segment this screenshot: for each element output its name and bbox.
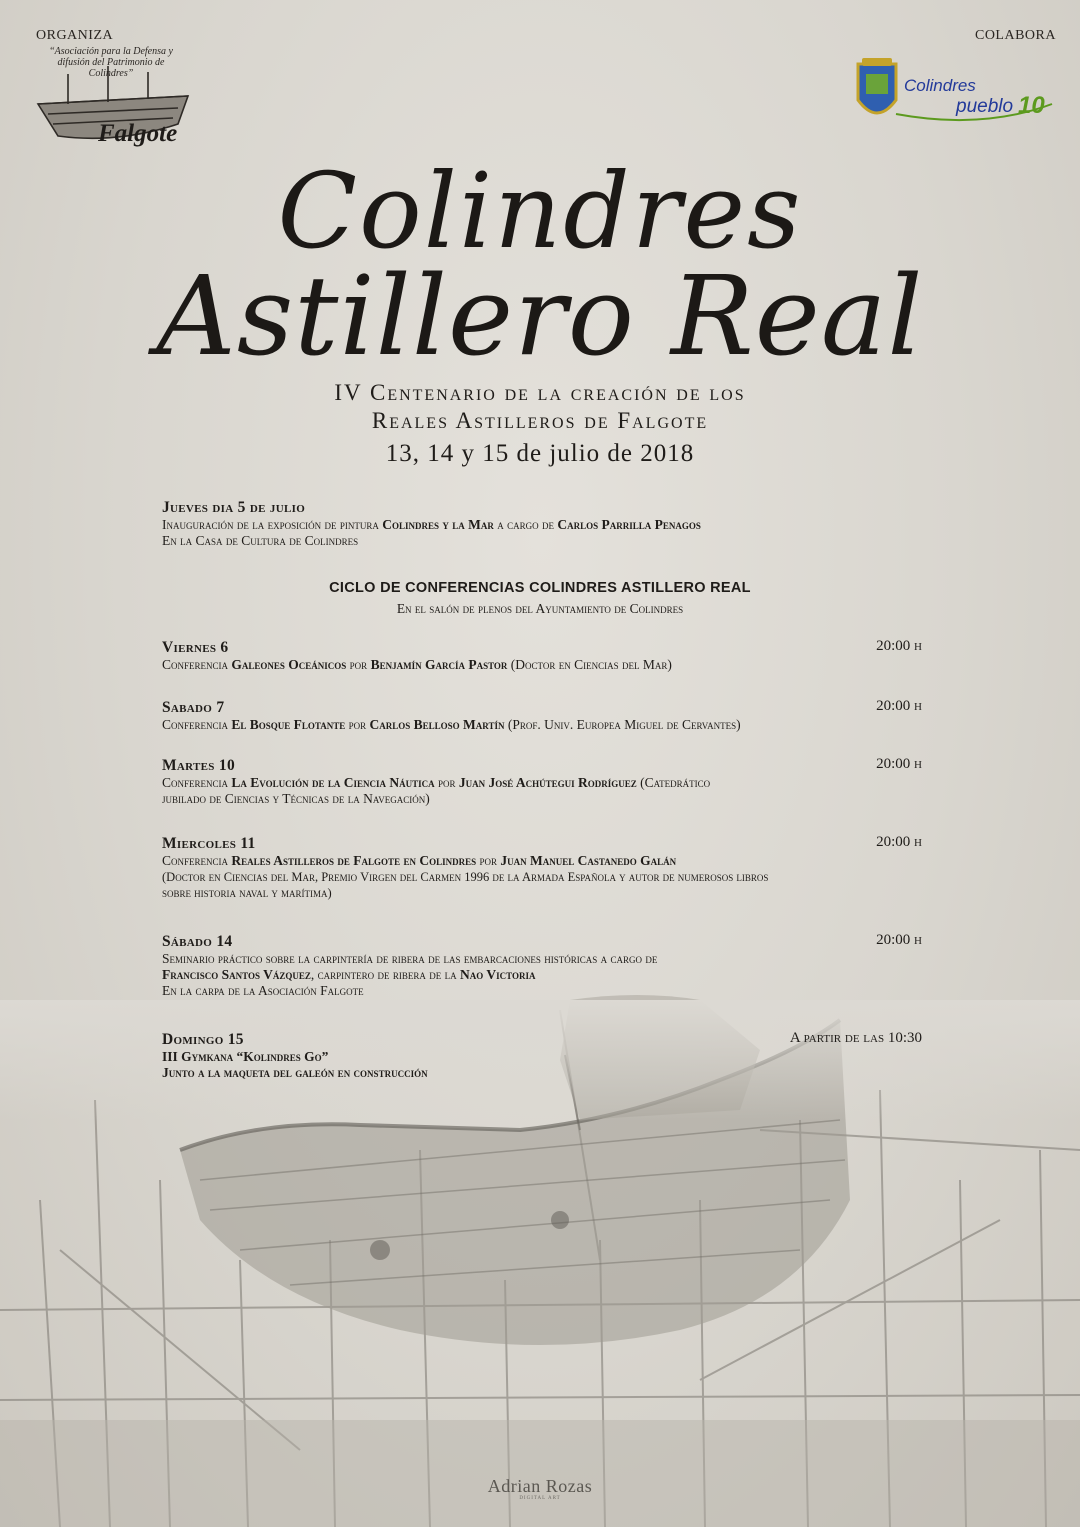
event-description (162, 775, 922, 791)
subtitle-line-1: IV Centenario de la creación de los (334, 380, 746, 405)
speaker-name: Francisco Santos Vázquez (162, 967, 311, 982)
event-day: Martes 10 (162, 757, 235, 774)
opening-text-3: a cargo de (493, 517, 558, 532)
text: Conferencia (162, 775, 232, 790)
conference-title: Reales Astilleros de Falgote en Colindres (231, 853, 477, 868)
event-day: Sabado 7 (162, 699, 225, 716)
text: por (345, 717, 370, 732)
organiza-label: ORGANIZA (36, 28, 114, 43)
opening-artist: Carlos Parrilla Penagos (557, 517, 701, 532)
opening-exhibition: Colindres y la Mar (382, 517, 494, 532)
speaker-name: Juan Manuel Castanedo Galán (500, 853, 677, 868)
sponsor-name: Colindres (904, 76, 976, 95)
event-time: 20:00 h (876, 638, 922, 654)
event-time: 20:00 h (876, 834, 922, 850)
opening-block (162, 498, 922, 549)
text: por (476, 853, 501, 868)
speaker-role-cont: jubilado de Ciencias y Técnicas de la Navegación) (162, 791, 430, 806)
colabora-label: COLABORA (974, 28, 1056, 43)
speaker-name: Juan José Achútegui Rodríguez (458, 775, 637, 790)
event-day: Domingo 15 (162, 1031, 244, 1048)
text: Conferencia (162, 853, 232, 868)
event-viernes (162, 638, 922, 673)
speaker-role: (Doctor en Ciencias del Mar) (507, 657, 672, 672)
event-sabado-7 (162, 698, 922, 733)
speaker-role: (Prof. Univ. Europea Miguel de Cervantes) (504, 717, 741, 732)
organizer-name: Falgote (98, 120, 178, 147)
sponsor-sub: pueblo (956, 96, 1014, 117)
cycle-place: En el salón de plenos del Ayuntamiento de Colindres (396, 601, 684, 616)
opening-description (162, 517, 922, 533)
event-time: A partir de las 10:30 (789, 1030, 922, 1046)
event-miercoles-11 (162, 834, 922, 901)
title-line-1: Colindres (277, 150, 803, 272)
conference-title: Galeones Oceánicos (231, 657, 347, 672)
speaker-name: Carlos Belloso Martín (369, 717, 505, 732)
text: por (346, 657, 371, 672)
event-description (162, 657, 922, 673)
event-place: En la carpa de la Asociación Falgote (162, 983, 364, 998)
event-dates: 13, 14 y 15 de julio de 2018 (385, 440, 695, 467)
cycle-title: CICLO DE CONFERENCIAS COLINDRES ASTILLERO REAL (329, 580, 751, 596)
opening-day: Jueves dia 5 de julio (162, 499, 306, 516)
event-description (162, 853, 922, 869)
speaker-role: (Doctor en Ciencias del Mar, Premio Virgen del Carmen 1996 de la Armada Española y autor de numerosos libros (162, 870, 769, 884)
event-day: Miercoles 11 (162, 835, 256, 852)
event-description-2 (162, 967, 922, 983)
event-day: Viernes 6 (162, 639, 229, 656)
event-description (162, 717, 922, 733)
opening-text-1: Inauguración de la exposición de pintura (162, 517, 383, 532)
event-sabado-14 (162, 932, 922, 999)
conference-title: La Evolución de la Ciencia Náutica (231, 775, 435, 790)
event-time: 20:00 h (876, 756, 922, 772)
event-domingo-15 (162, 1030, 922, 1081)
title-line-2: Astillero Real (156, 252, 924, 380)
artist-signature: Adrian Rozas (487, 1476, 593, 1496)
artist-signature-sub: DIGITAL ART (519, 1496, 561, 1501)
ship-name: Nao Victoria (460, 967, 536, 982)
sponsor-number: 10 (1018, 92, 1045, 119)
organizer-tagline: “Asociación para la Defensa y difusión del Patrimonio de Colindres” (49, 46, 173, 79)
event-time: 20:00 h (876, 698, 922, 714)
subtitle-line-2: Reales Astilleros de Falgote (371, 408, 709, 433)
event-time: 20:00 h (876, 932, 922, 948)
text: por (434, 775, 459, 790)
text: Conferencia (162, 657, 232, 672)
event-day: Sábado 14 (162, 933, 233, 950)
speaker-role: (Catedrático (636, 775, 711, 790)
speaker-role-cont: sobre historia naval y marítima) (162, 886, 332, 900)
text: Conferencia (162, 717, 232, 732)
event-martes-10 (162, 756, 922, 807)
text: , carpintero de ribera de la (310, 967, 460, 982)
event-place: Junto a la maqueta del galeón en construcción (162, 1065, 428, 1080)
speaker-name: Benjamín García Pastor (370, 657, 508, 672)
event-description: Seminario práctico sobre la carpintería de ribera de las embarcaciones históricas a cargo de (162, 951, 658, 966)
opening-place: En la Casa de Cultura de Colindres (162, 533, 359, 548)
event-description: III Gymkana “Kolindres Go” (162, 1049, 329, 1064)
conference-title: El Bosque Flotante (231, 717, 346, 732)
